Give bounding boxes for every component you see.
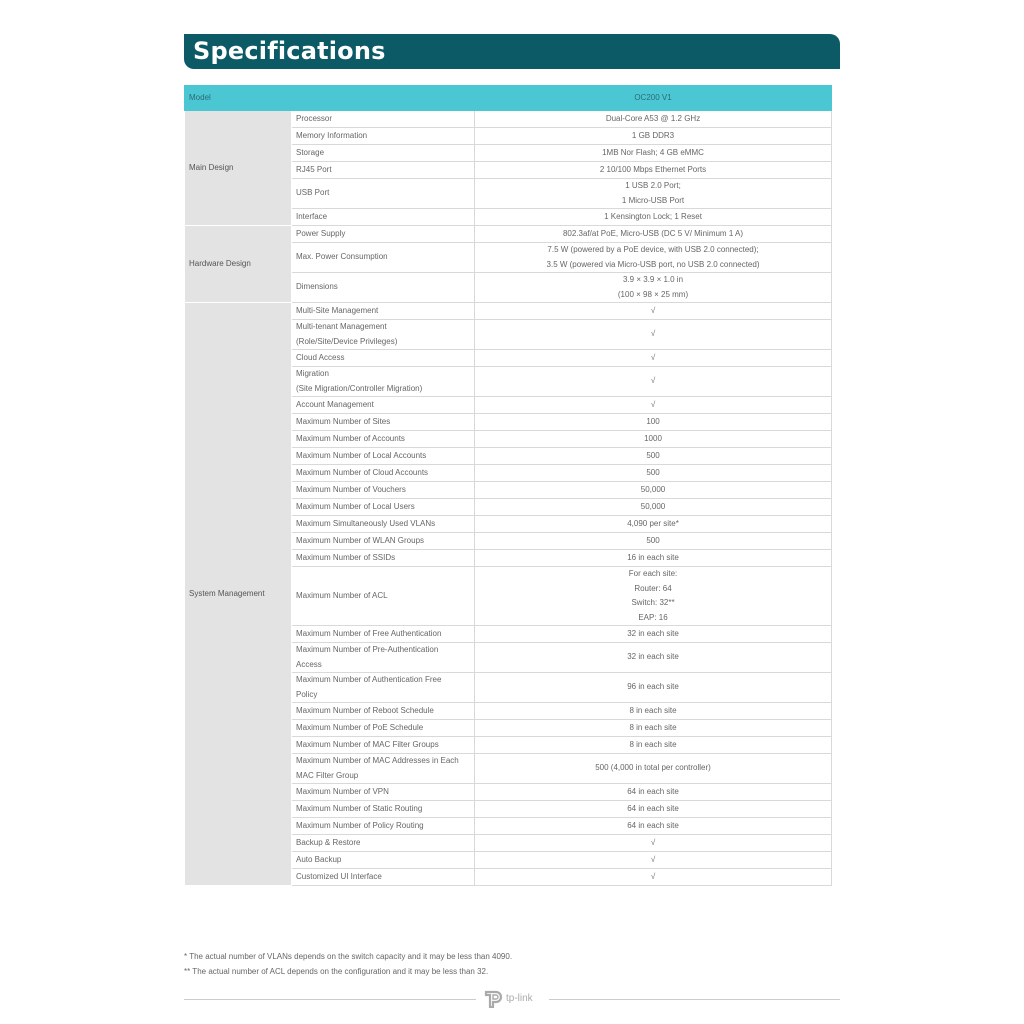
feature-cell: Auto Backup xyxy=(292,852,475,869)
value-cell xyxy=(475,835,832,852)
feature-cell: Maximum Number of Local Users xyxy=(292,499,475,516)
value-cell xyxy=(475,499,832,516)
feature-line: MAC Filter Group xyxy=(296,770,359,780)
value-line: 1 GB DDR3 xyxy=(631,130,675,140)
feature-cell: Backup & Restore xyxy=(292,835,475,852)
feature-cell: Maximum Number of ACL xyxy=(292,567,475,626)
feature-cell: Maximum Number of MAC Filter Groups xyxy=(292,737,475,754)
feature-line: Policy xyxy=(296,689,318,699)
value-line: 3.5 W (powered via Micro-USB port, no USB 2.0 connected) xyxy=(546,259,760,269)
value-cell xyxy=(475,431,832,448)
value-cell xyxy=(475,145,832,162)
feature-line: Multi-tenant Management xyxy=(296,322,387,331)
value-line: 8 in each site xyxy=(629,739,677,749)
value-cell xyxy=(475,111,832,128)
group-label-main: Main Design xyxy=(185,111,292,226)
feature-cell: Storage xyxy=(292,145,475,162)
value-line: 1 Micro-USB Port xyxy=(621,195,685,205)
feature-line: Maximum Number of MAC Addresses in Each xyxy=(296,756,459,765)
feature-cell: Maximum Simultaneously Used VLANs xyxy=(292,516,475,533)
value-cell xyxy=(475,320,832,350)
feature-cell: Interface xyxy=(292,209,475,226)
feature-cell: Account Management xyxy=(292,397,475,414)
value-line: EAP: 16 xyxy=(638,612,668,622)
value-cell xyxy=(475,720,832,737)
table-row xyxy=(185,111,832,128)
value-line: 1MB Nor Flash; 4 GB eMMC xyxy=(602,147,704,157)
feature-line: Maximum Number of Authentication Free xyxy=(296,675,442,684)
value-cell xyxy=(475,367,832,397)
value-cell xyxy=(475,784,832,801)
value-cell xyxy=(475,703,832,720)
feature-cell: RJ45 Port xyxy=(292,162,475,179)
value-line: √ xyxy=(650,305,656,315)
value-line: Dual-Core A53 @ 1.2 GHz xyxy=(605,113,701,123)
table-header-row xyxy=(185,86,832,111)
value-line: 1000 xyxy=(644,433,662,443)
value-line: 8 in each site xyxy=(629,705,677,715)
feature-cell: Maximum Number of Vouchers xyxy=(292,482,475,499)
group-label-system: System Management xyxy=(185,303,292,886)
value-line: 32 in each site xyxy=(627,652,679,662)
value-cell xyxy=(475,350,832,367)
feature-cell: Maximum Number of Free Authentication xyxy=(292,626,475,643)
value-line: 802.3af/at PoE, Micro-USB (DC 5 V/ Minimum 1 A) xyxy=(562,228,744,238)
value-line: 16 in each site xyxy=(627,552,679,562)
header-label: Model xyxy=(185,86,475,111)
value-line: 100 xyxy=(646,416,660,426)
feature-line: Migration xyxy=(296,369,329,378)
feature-cell xyxy=(292,320,475,350)
feature-cell: Maximum Number of VPN xyxy=(292,784,475,801)
value-line: √ xyxy=(650,329,656,339)
tp-link-logo xyxy=(484,988,540,1010)
value-cell xyxy=(475,567,832,626)
value-line: 64 in each site xyxy=(627,786,679,796)
value-line: 500 xyxy=(646,467,660,477)
spec-table xyxy=(184,85,832,886)
page-title: Specifications xyxy=(193,37,386,65)
value-line: √ xyxy=(650,352,656,362)
feature-cell: Maximum Number of WLAN Groups xyxy=(292,533,475,550)
value-cell xyxy=(475,414,832,431)
feature-cell: USB Port xyxy=(292,179,475,209)
feature-cell: Maximum Number of SSIDs xyxy=(292,550,475,567)
value-cell xyxy=(475,209,832,226)
value-line: √ xyxy=(650,871,656,881)
table-row xyxy=(185,303,832,320)
feature-cell: Maximum Number of Accounts xyxy=(292,431,475,448)
value-cell xyxy=(475,737,832,754)
value-cell xyxy=(475,550,832,567)
value-line: Router: 64 xyxy=(634,583,672,593)
feature-cell: Memory Information xyxy=(292,128,475,145)
feature-cell: Maximum Number of PoE Schedule xyxy=(292,720,475,737)
feature-cell: Maximum Number of Cloud Accounts xyxy=(292,465,475,482)
value-line: 500 xyxy=(646,450,660,460)
value-line: 64 in each site xyxy=(627,803,679,813)
feature-cell: Maximum Number of Policy Routing xyxy=(292,818,475,835)
value-cell xyxy=(475,801,832,818)
value-line: √ xyxy=(650,854,656,864)
feature-cell: Multi-Site Management xyxy=(292,303,475,320)
value-line: 4,090 per site* xyxy=(627,518,679,528)
feature-cell: Maximum Number of Reboot Schedule xyxy=(292,703,475,720)
value-cell xyxy=(475,303,832,320)
table-row xyxy=(185,226,832,243)
value-cell xyxy=(475,818,832,835)
feature-line: Access xyxy=(296,659,322,669)
value-line: 3.9 × 3.9 × 1.0 in xyxy=(622,275,684,284)
feature-cell: Maximum Number of Sites xyxy=(292,414,475,431)
value-cell xyxy=(475,852,832,869)
footnote-acl: ** The actual number of ACL depends on the configuration and it may be less than 32. xyxy=(184,966,489,976)
value-line: 500 (4,000 in total per controller) xyxy=(595,763,711,773)
value-line: 50,000 xyxy=(640,501,666,511)
value-line: 500 xyxy=(646,535,660,545)
feature-cell xyxy=(292,754,475,784)
value-cell xyxy=(475,397,832,414)
value-line: 32 in each site xyxy=(627,628,679,638)
value-line: 7.5 W (powered by a PoE device, with USB 2.0 connected); xyxy=(547,245,759,254)
feature-cell: Cloud Access xyxy=(292,350,475,367)
footnote-vlans: * The actual number of VLANs depends on the switch capacity and it may be less than 4090. xyxy=(184,952,513,961)
group-label-hardware: Hardware Design xyxy=(185,226,292,303)
footer-divider-left xyxy=(184,999,476,1000)
value-line: 2 10/100 Mbps Ethernet Ports xyxy=(599,164,707,174)
value-cell xyxy=(475,226,832,243)
value-cell xyxy=(475,626,832,643)
feature-cell: Customized UI Interface xyxy=(292,869,475,886)
value-line: √ xyxy=(650,399,656,409)
feature-cell: Power Supply xyxy=(292,226,475,243)
feature-cell: Dimensions xyxy=(292,273,475,303)
value-cell xyxy=(475,643,832,673)
tp-link-logo-icon xyxy=(484,990,504,1008)
value-cell xyxy=(475,673,832,703)
value-line: 8 in each site xyxy=(629,722,677,732)
value-cell xyxy=(475,448,832,465)
feature-cell: Processor xyxy=(292,111,475,128)
value-line: 50,000 xyxy=(640,484,666,494)
value-cell xyxy=(475,243,832,273)
feature-cell xyxy=(292,673,475,703)
value-cell xyxy=(475,162,832,179)
value-cell xyxy=(475,533,832,550)
feature-cell xyxy=(292,367,475,397)
value-line: Switch: 32** xyxy=(631,598,675,607)
feature-line: Maximum Number of Pre-Authentication xyxy=(296,645,439,654)
title-banner xyxy=(184,34,840,69)
value-line: √ xyxy=(650,837,656,847)
logo-text: tp-link xyxy=(506,993,533,1004)
feature-cell xyxy=(292,643,475,673)
value-line: For each site: xyxy=(628,569,678,578)
footer-divider-right xyxy=(549,999,840,1000)
feature-cell: Maximum Number of Local Accounts xyxy=(292,448,475,465)
value-line: 64 in each site xyxy=(627,820,679,830)
feature-line: (Role/Site/Device Privileges) xyxy=(296,336,398,346)
value-cell xyxy=(475,482,832,499)
footnotes xyxy=(184,950,512,979)
feature-cell: Max. Power Consumption xyxy=(292,243,475,273)
feature-line: (Site Migration/Controller Migration) xyxy=(296,383,423,393)
value-cell xyxy=(475,465,832,482)
value-line: 1 USB 2.0 Port; xyxy=(625,181,681,190)
feature-cell: Maximum Number of Static Routing xyxy=(292,801,475,818)
value-cell xyxy=(475,516,832,533)
value-cell xyxy=(475,128,832,145)
value-cell xyxy=(475,273,832,303)
value-cell xyxy=(475,179,832,209)
value-line: 1 Kensington Lock; 1 Reset xyxy=(604,211,702,221)
value-cell xyxy=(475,869,832,886)
value-line: 96 in each site xyxy=(627,682,679,692)
value-line: (100 × 98 × 25 mm) xyxy=(617,289,689,299)
value-line: √ xyxy=(650,376,656,386)
header-model: OC200 V1 xyxy=(475,86,832,111)
value-cell xyxy=(475,754,832,784)
